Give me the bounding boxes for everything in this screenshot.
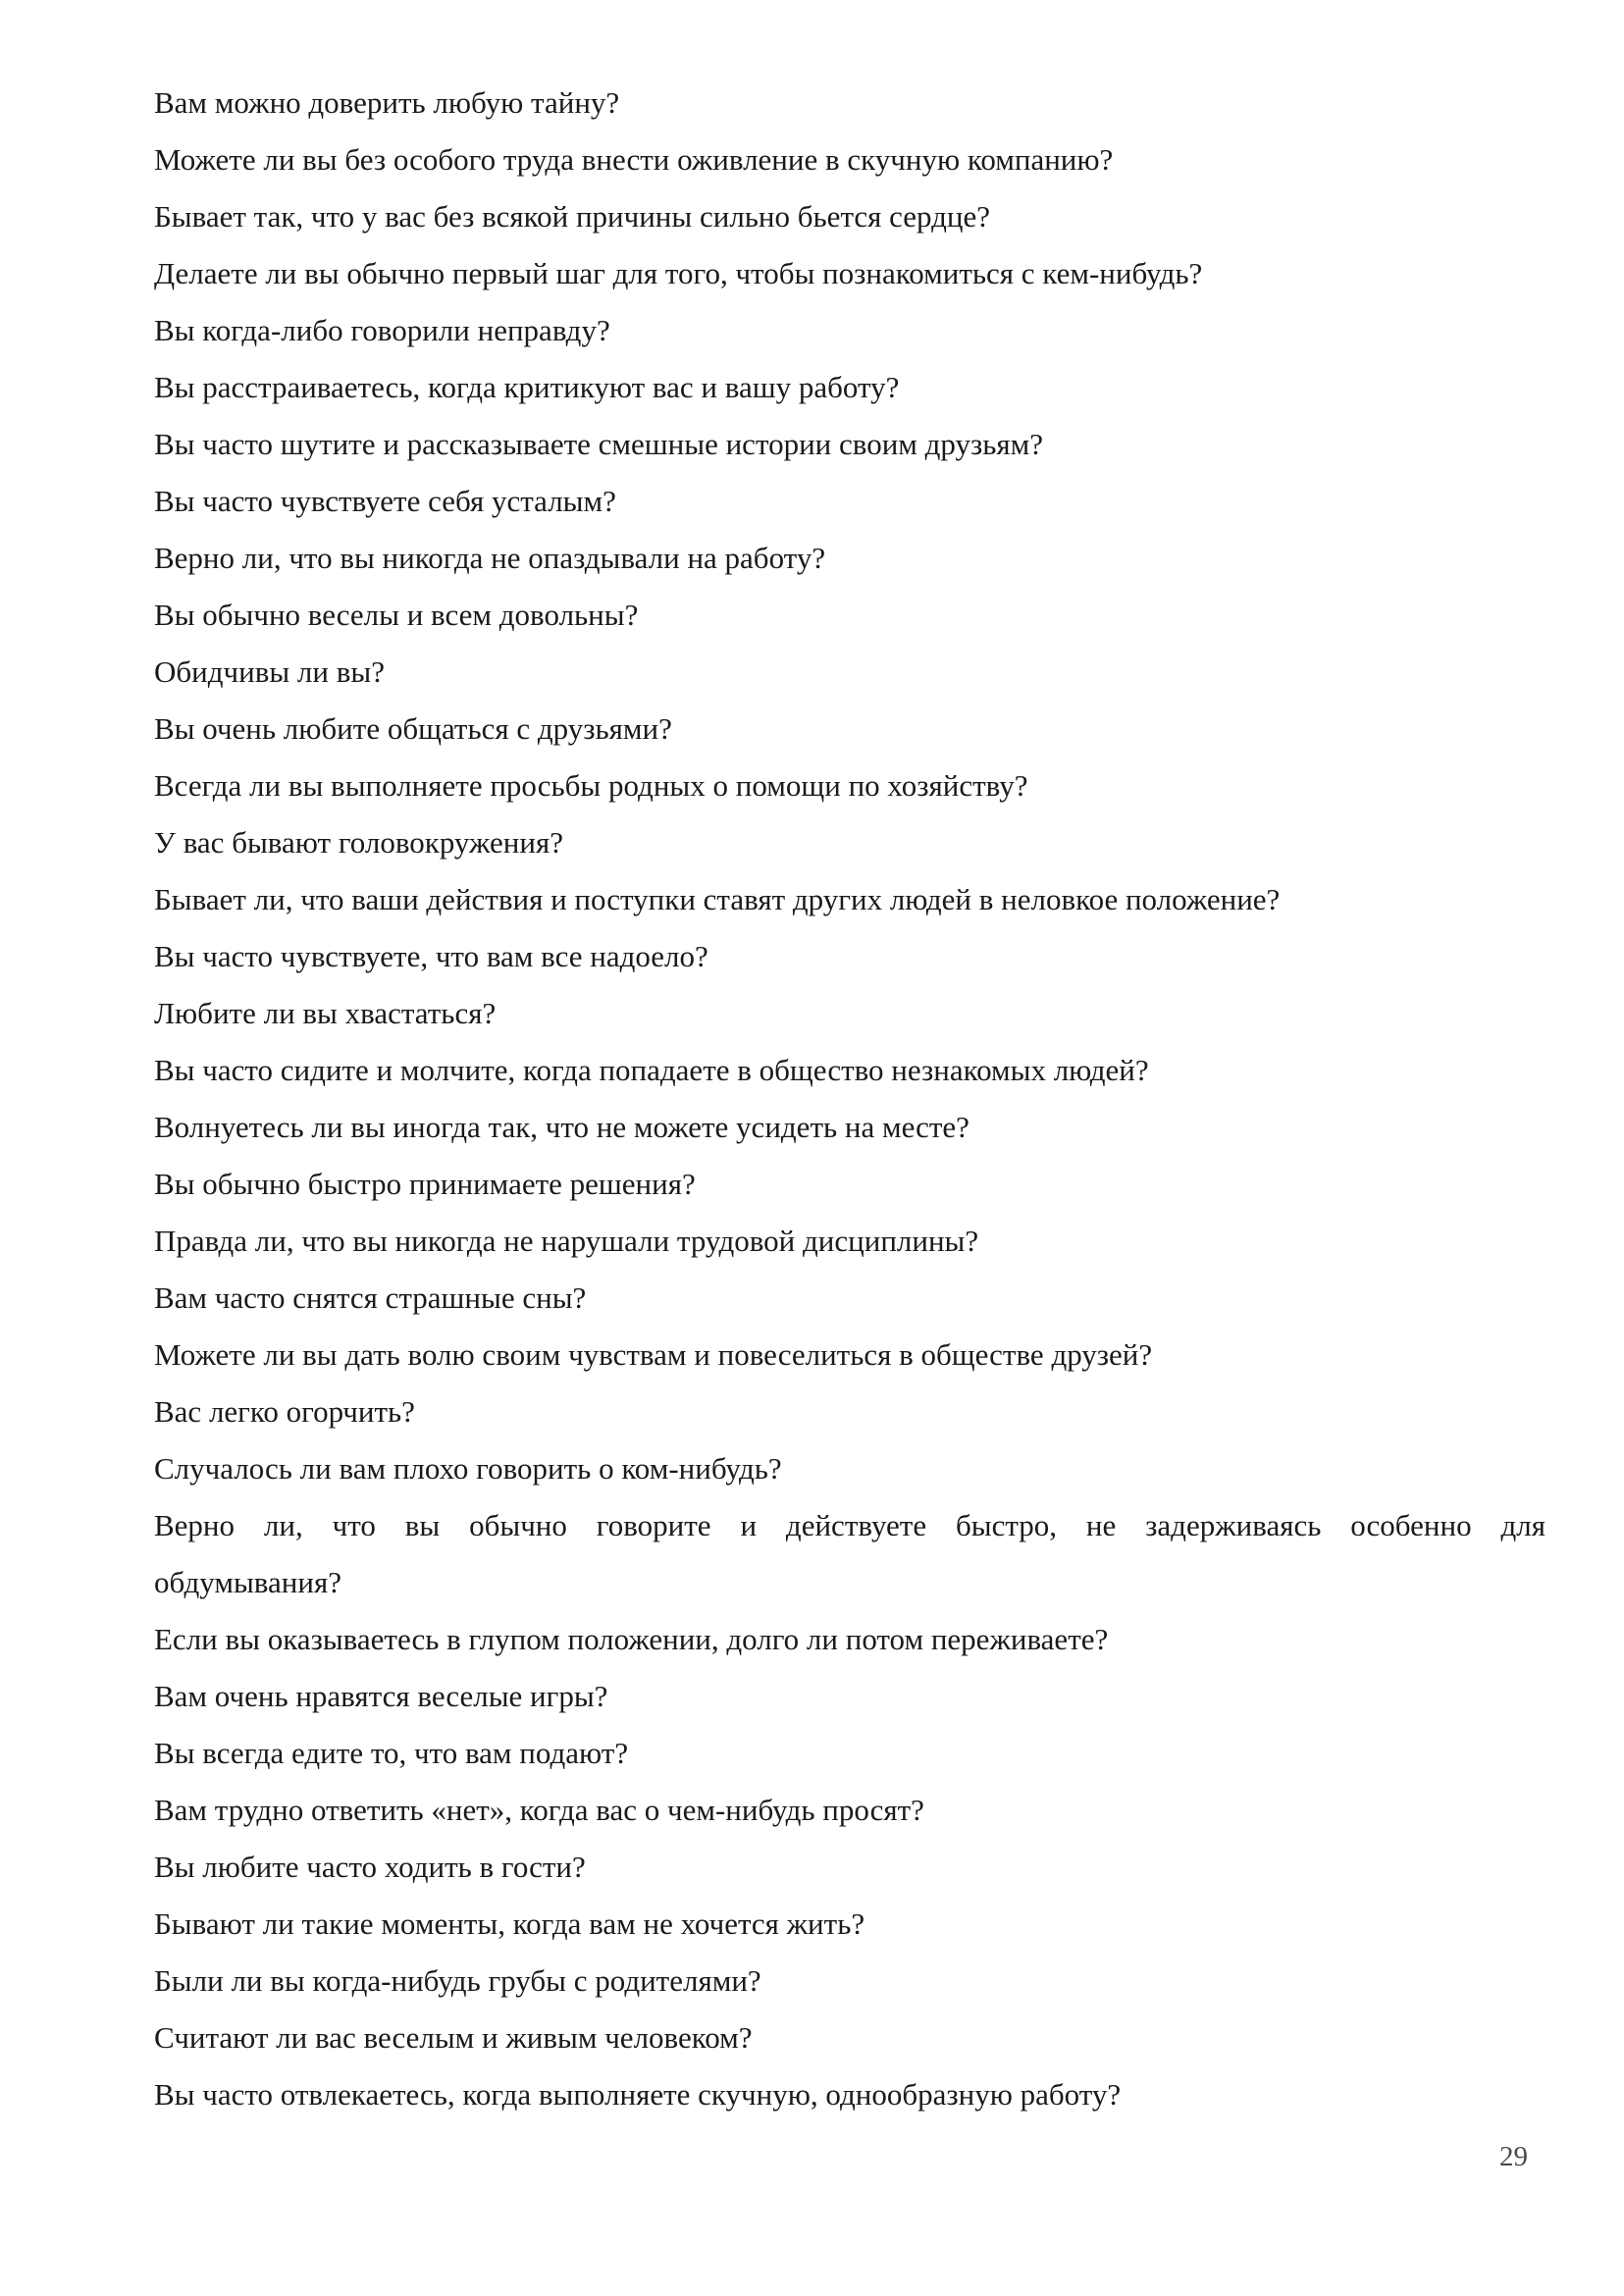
- question-item: Вы любите часто ходить в гости?: [154, 1850, 586, 1884]
- question-list: [154, 75, 1545, 2123]
- question-item: Правда ли, что вы никогда не нарушали трудовой дисциплины?: [154, 1224, 979, 1258]
- question-item: Можете ли вы без особого труда внести оживление в скучную компанию?: [154, 142, 1114, 177]
- question-item: Верно ли, что вы никогда не опаздывали на работу?: [154, 541, 826, 575]
- question-item-long: [154, 1497, 1545, 1611]
- question-item: Можете ли вы дать волю своим чувствам и повеселиться в обществе друзей?: [154, 1337, 1153, 1372]
- question-item: Вас легко огорчить?: [154, 1394, 415, 1429]
- question-item: Вы часто чувствуете, что вам все надоело?: [154, 939, 708, 973]
- question-item: Вы очень любите общаться с друзьями?: [154, 711, 672, 746]
- question-item: Делаете ли вы обычно первый шаг для того, чтобы познакомиться с кем-нибудь?: [154, 256, 1203, 290]
- question-item: Обидчивы ли вы?: [154, 654, 385, 689]
- question-item: Вы часто шутите и рассказываете смешные истории своим друзьям?: [154, 427, 1044, 461]
- question-item: Случалось ли вам плохо говорить о ком-нибудь?: [154, 1451, 782, 1486]
- question-item: Всегда ли вы выполняете просьбы родных о помощи по хозяйству?: [154, 768, 1028, 803]
- question-item: Любите ли вы хвастаться?: [154, 996, 497, 1030]
- question-item: Вы всегда едите то, что вам подают?: [154, 1736, 629, 1770]
- question-item: Вам можно доверить любую тайну?: [154, 85, 620, 120]
- question-item: Вам трудно ответить «нет», когда вас о чем-нибудь просят?: [154, 1793, 924, 1827]
- question-item: Считают ли вас веселым и живым человеком?: [154, 2020, 753, 2055]
- question-item: Если вы оказываетесь в глупом положении, долго ли потом переживаете?: [154, 1622, 1109, 1656]
- question-line-2: обдумывания?: [154, 1565, 341, 1599]
- question-item: Вы обычно быстро принимаете решения?: [154, 1167, 696, 1201]
- question-item: У вас бывают головокружения?: [154, 825, 563, 860]
- page-number: 29: [1499, 2141, 1528, 2172]
- question-item: Волнуетесь ли вы иногда так, что не можете усидеть на месте?: [154, 1110, 969, 1144]
- question-item: Вам часто снятся страшные сны?: [154, 1280, 587, 1315]
- question-item: Бывают ли такие моменты, когда вам не хочется жить?: [154, 1906, 865, 1941]
- question-item: Вы часто сидите и молчите, когда попадаете в общество незнакомых людей?: [154, 1053, 1149, 1087]
- question-item: Вы часто чувствуете себя усталым?: [154, 484, 616, 518]
- question-line-1: Верно ли, что вы обычно говорите и действуете быстро, не задерживаясь особенно для: [154, 1508, 1545, 1542]
- question-item: Вы часто отвлекаетесь, когда выполняете скучную, однообразную работу?: [154, 2077, 1122, 2112]
- question-item: Были ли вы когда-нибудь грубы с родителями?: [154, 1963, 761, 1998]
- question-item: Вы когда-либо говорили неправду?: [154, 313, 610, 347]
- question-item: Вы обычно веселы и всем довольны?: [154, 598, 639, 632]
- question-item: Вы расстраиваетесь, когда критикуют вас и вашу работу?: [154, 370, 900, 404]
- question-item: Бывает ли, что ваши действия и поступки ставят других людей в неловкое положение?: [154, 882, 1281, 916]
- question-item: Бывает так, что у вас без всякой причины сильно бьется сердце?: [154, 199, 991, 234]
- question-item: Вам очень нравятся веселые игры?: [154, 1679, 608, 1713]
